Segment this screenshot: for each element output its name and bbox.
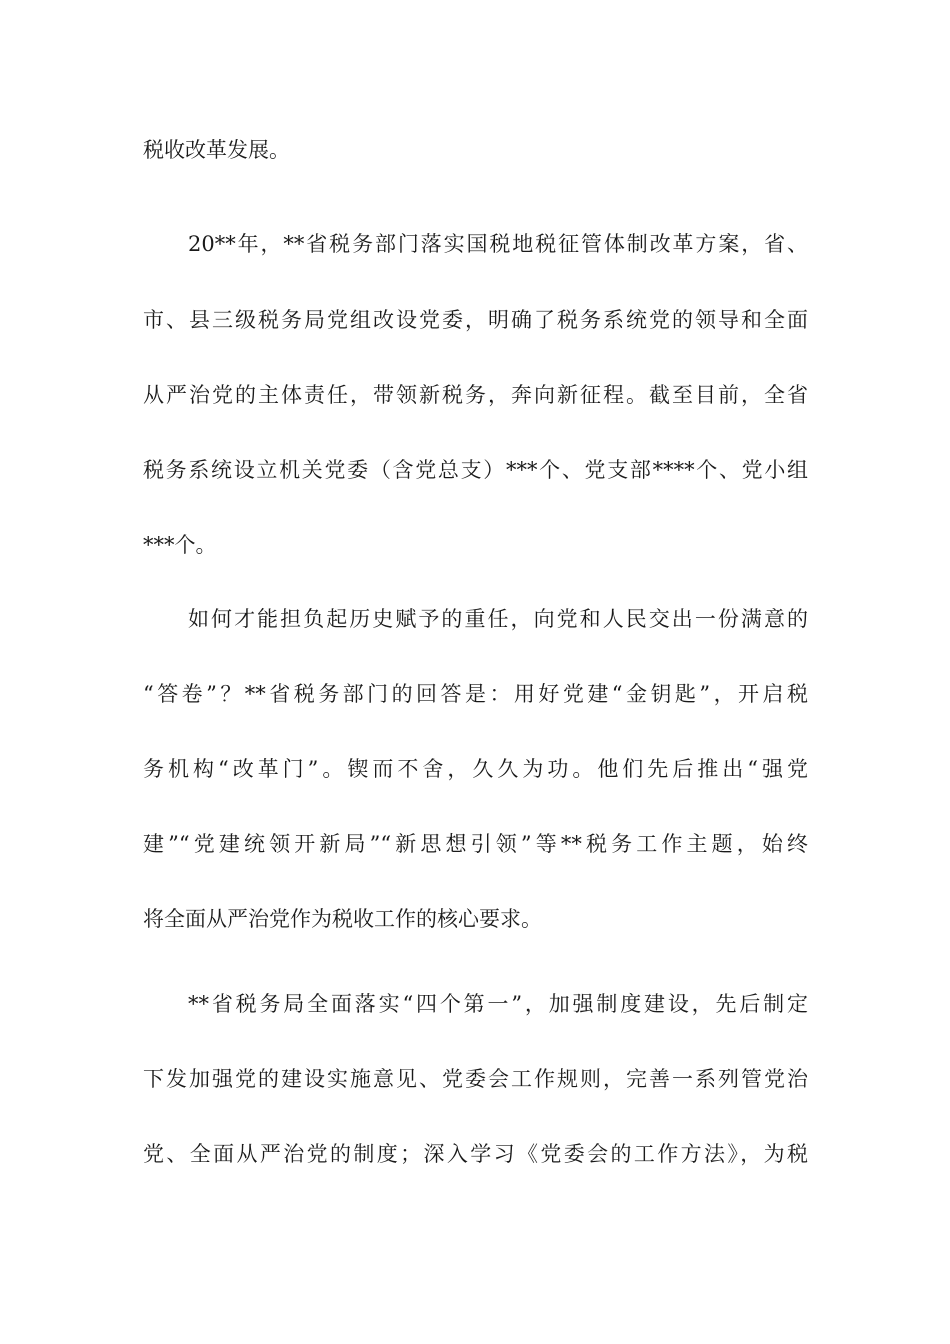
paragraph-first-line: 如何才能担负起历史赋予的重任，向党和人民交出一份满意的	[188, 607, 808, 631]
text-line: 将全面从严治党作为税收工作的核心要求。	[143, 907, 542, 931]
text-line: 党、全面从严治党的制度；深入学习《党委会的工作方法》，为税	[143, 1142, 808, 1166]
text-line: 务机构“改革门”。锲而不舍，久久为功。他们先后推出“强党	[143, 757, 808, 781]
paragraph-first-line: 20**年，**省税务部门落实国税地税征管体制改革方案，省、	[188, 232, 808, 256]
text-line: 下发加强党的建设实施意见、党委会工作规则，完善一系列管党治	[143, 1067, 808, 1091]
text-line: 从严治党的主体责任，带领新税务，奔向新征程。截至目前，全省	[143, 383, 808, 407]
text-line: 建”“党建统领开新局”“新思想引领”等**税务工作主题，始终	[143, 832, 808, 856]
text-line: “答卷”？**省税务部门的回答是：用好党建“金钥匙”，开启税	[143, 682, 808, 706]
text-line: 税务系统设立机关党委（含党总支）***个、党支部****个、党小组	[143, 458, 808, 482]
text-line: 税收改革发展。	[143, 138, 290, 162]
text-line: ***个。	[143, 533, 217, 557]
text-line: 市、县三级税务局党组改设党委，明确了税务系统党的领导和全面	[143, 308, 808, 332]
paragraph-first-line: **省税务局全面落实“四个第一”，加强制度建设，先后制定	[188, 992, 808, 1016]
